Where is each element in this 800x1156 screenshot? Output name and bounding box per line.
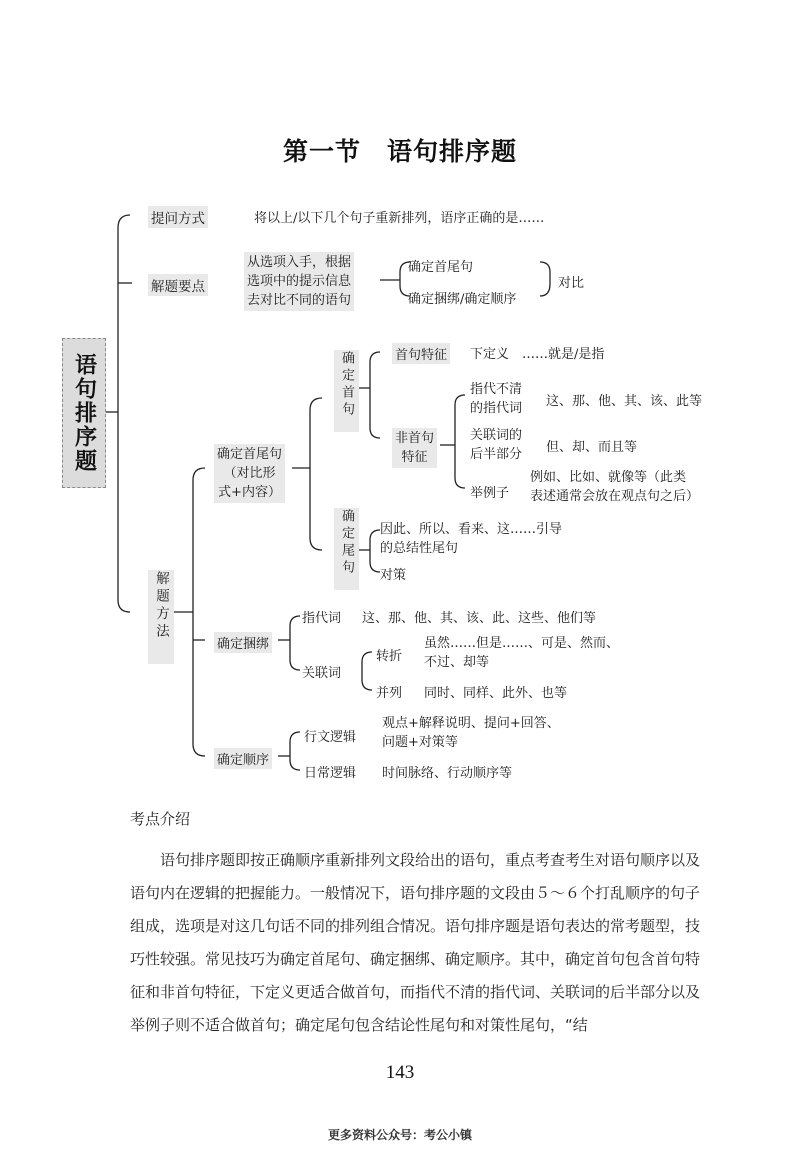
- conj-label: [470, 426, 522, 464]
- conj-line-2: 后半部分: [470, 447, 523, 462]
- key-item-1: 确定首尾句: [408, 260, 474, 275]
- key-item-2: 确定捆绑/确定顺序: [408, 292, 517, 307]
- daily-text: 时间脉络、行动顺序等: [382, 766, 513, 781]
- last-line-2: 的总结性尾句: [380, 541, 459, 556]
- headtail-line-1: 确定首尾句: [217, 447, 283, 462]
- section-heading: 考点介绍: [130, 810, 191, 828]
- headtail-line-3: 式+内容）: [218, 485, 281, 500]
- footer-note: 更多资料公众号：考公小镇: [327, 1128, 472, 1142]
- ask-text: 将以上/以下几个句子重新排列，语序正确的是……: [254, 211, 545, 226]
- turn-label: 转折: [376, 649, 403, 664]
- nonfirst-line-2: 特征: [401, 450, 428, 465]
- turn-line-2: 不过、却等: [424, 655, 490, 670]
- logic-line-2: 问题+对策等: [382, 735, 458, 750]
- logic-line-1: 观点+解释说明、提问+回答、: [382, 716, 560, 731]
- logic-label: 行文逻辑: [304, 730, 357, 745]
- headtail-line-2: （对比形: [223, 466, 276, 481]
- bind-conj-label: 关联词: [302, 666, 342, 681]
- ask-label: 提问方式: [148, 206, 208, 228]
- conj-text: 但、却、而且等: [546, 440, 638, 455]
- turn-text: [424, 634, 619, 672]
- bind-pron-text: 这、那、他、其、该、此、这些、他们等: [362, 611, 597, 626]
- logic-text: [382, 714, 560, 752]
- first-feature-text: 下定义 ……就是/是指: [470, 347, 605, 362]
- key-line-1: 从选项入手，根据: [247, 255, 352, 270]
- para-label: 并列: [376, 686, 403, 701]
- key-line-2: 选项中的提示信息: [247, 274, 352, 289]
- root-node: 语句排序题: [62, 338, 106, 488]
- bind-pron-label: 指代词: [302, 611, 342, 626]
- headtail-label: [214, 444, 285, 503]
- key-line-3: 去对比不同的语句: [247, 293, 352, 308]
- method-label: 解题方法: [148, 570, 174, 664]
- nonfirst-label: [392, 428, 437, 468]
- first-feature-label: 首句特征: [392, 343, 450, 364]
- key-lines: [244, 252, 354, 311]
- example-line-1: 例如、比如、就像等（此类: [530, 470, 687, 485]
- pron-text: 这、那、他、其、该、此等: [546, 394, 703, 409]
- page-number: 143: [385, 1062, 415, 1083]
- last-text-1: [380, 520, 562, 558]
- conj-line-1: 关联词的: [470, 428, 523, 443]
- example-line-2: 表述通常会放在观点句之后）: [530, 489, 700, 504]
- key-label: 解题要点: [148, 274, 208, 296]
- nonfirst-line-1: 非首句: [395, 431, 435, 446]
- daily-label: 日常逻辑: [304, 766, 357, 781]
- body-paragraph: 语句排序题即按正确顺序重新排列文段给出的语句，重点考查考生对语句顺序以及语句内在逻辑的把握能力。一般情况下，语句排序题的文段由５～６个打乱顺序的句子组成，选项是对这几句话不同的排列组合情况。语句排序题是语句表达的常考题型，技巧性较强。常见技巧为确定首尾句、确定捆绑、确定顺序。其中，确定首句包含首句特征和非首句特征，下定义更适合做首句，而指代不清的指代词、关联词的后半部分以及举例子则不适合做首句；确定尾句包含结论性尾句和对策性尾句，“结: [130, 851, 701, 1034]
- pron-line-1: 指代不清: [470, 382, 523, 397]
- contrast-label: 对比: [558, 276, 585, 291]
- page-title: 第一节 语句排序题: [282, 137, 517, 166]
- last-label: 确定尾句: [334, 508, 359, 590]
- turn-line-1: 虽然……但是……、可是、然而、: [424, 636, 620, 651]
- order-label: 确定顺序: [214, 748, 272, 769]
- last-line-1: 因此、所以、看来、这……引导: [380, 522, 563, 537]
- example-text: [530, 468, 699, 506]
- example-label: 举例子: [470, 486, 510, 501]
- bind-label: 确定捆绑: [214, 632, 272, 653]
- last-text-2: 对策: [380, 568, 407, 583]
- pron-line-2: 的指代词: [470, 401, 523, 416]
- para-text: 同时、同样、此外、也等: [424, 686, 568, 701]
- pron-label: [470, 380, 522, 418]
- first-label: 确定首句: [334, 350, 359, 432]
